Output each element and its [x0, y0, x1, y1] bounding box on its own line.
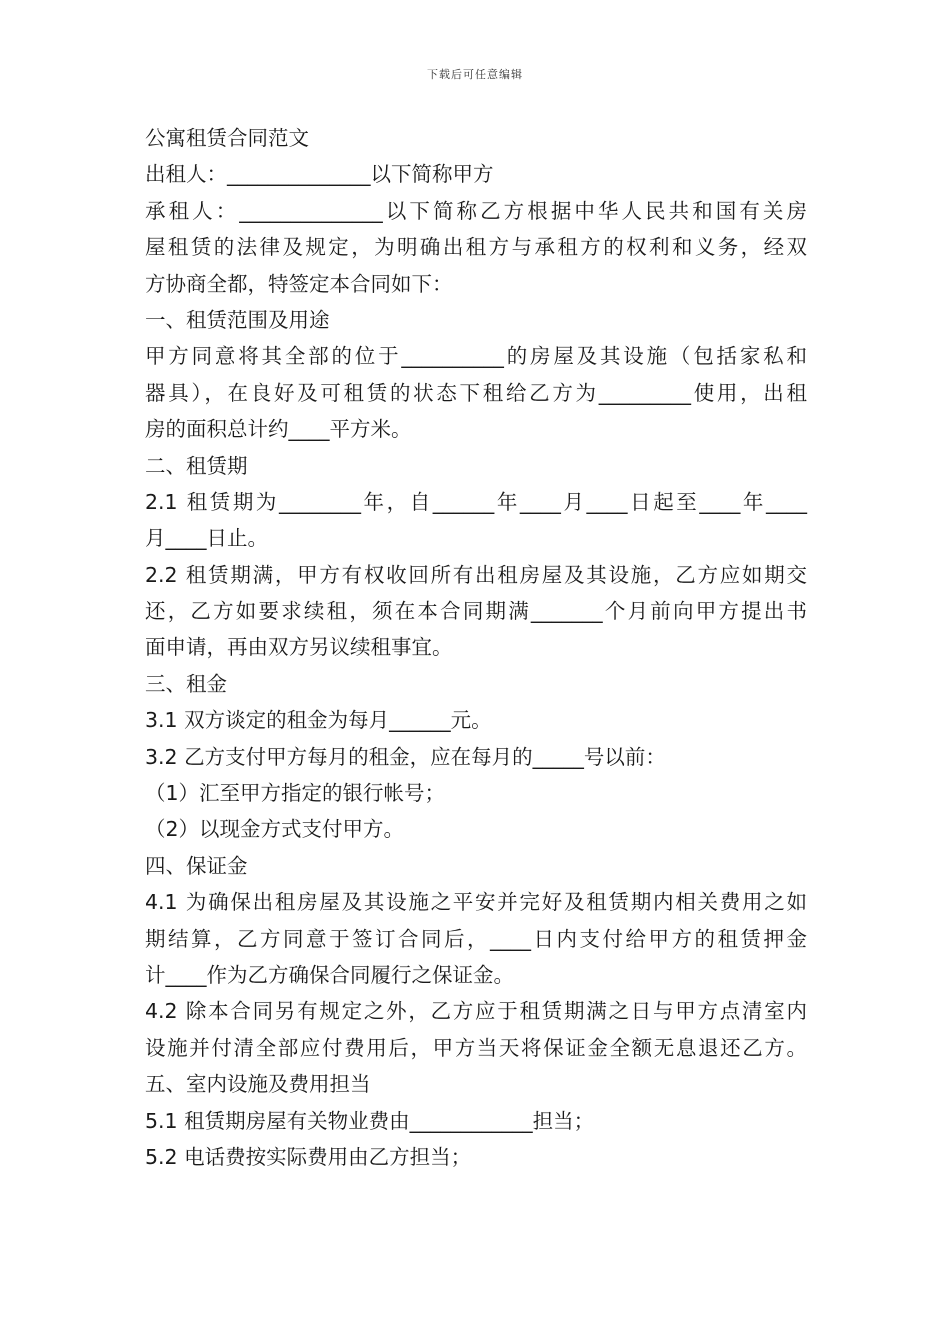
document-line: 屋租赁的法律及规定，为明确出租方与承租方的权利和义务，经双	[145, 235, 807, 260]
header-note: 下载后可任意编辑	[427, 68, 523, 81]
document-line: 一、租赁范围及用途	[145, 307, 330, 332]
document-line: 设施并付清全部应付费用后，甲方当天将保证金全额无息退还乙方。	[145, 1035, 807, 1060]
document-line: 承租人：______________以下简称乙方根据中华人民共和国有关房	[145, 198, 807, 223]
document-line: 面申请，再由双方另议续租事宜。	[145, 635, 453, 660]
document-line: 五、室内设施及费用担当	[145, 1072, 371, 1097]
document-line: （2）以现金方式支付甲方。	[145, 817, 405, 842]
document-line: 4.1 为确保出租房屋及其设施之平安并完好及租赁期内相关费用之如	[145, 890, 807, 915]
document-line: 出租人：______________以下简称甲方	[145, 162, 494, 187]
document-line: （1）汇至甲方指定的银行帐号；	[145, 781, 446, 806]
document-line: 还，乙方如要求续租，须在本合同期满_______个月前向甲方提出书	[145, 599, 807, 624]
document-line: 公寓租赁合同范文	[145, 126, 309, 150]
document-line: 房的面积总计约____平方米。	[145, 417, 412, 442]
document-line: 3.1 双方谈定的租金为每月______元。	[145, 708, 492, 733]
document-line: 2.1 租赁期为________年，自______年____月____日起至____年____	[145, 489, 807, 514]
document-line: 四、保证金	[145, 853, 248, 878]
document-line: 4.2 除本合同另有规定之外，乙方应于租赁期满之日与甲方点清室内	[145, 999, 807, 1024]
document-line: 3.2 乙方支付甲方每月的租金，应在每月的_____号以前：	[145, 744, 666, 769]
document-body	[145, 120, 807, 1175]
document-line: 计____作为乙方确保合同履行之保证金。	[145, 962, 514, 987]
document-line: 三、租金	[145, 671, 227, 696]
document-line: 方协商全都，特签定本合同如下：	[145, 271, 453, 296]
document-line: 5.1 租赁期房屋有关物业费由____________担当；	[145, 1108, 595, 1133]
document-line: 甲方同意将其全部的位于__________的房屋及其设施（包括家私和	[145, 344, 807, 369]
document-line: 月____日止。	[145, 526, 268, 551]
document-line: 器具），在良好及可租赁的状态下租给乙方为_________使用，出租	[145, 380, 807, 405]
document-line: 2.2 租赁期满，甲方有权收回所有出租房屋及其设施，乙方应如期交	[145, 562, 807, 587]
document-line: 期结算，乙方同意于签订合同后，____日内支付给甲方的租赁押金	[145, 926, 807, 951]
document-line: 5.2 电话费按实际费用由乙方担当；	[145, 1144, 472, 1169]
document-line: 二、租赁期	[145, 453, 248, 478]
